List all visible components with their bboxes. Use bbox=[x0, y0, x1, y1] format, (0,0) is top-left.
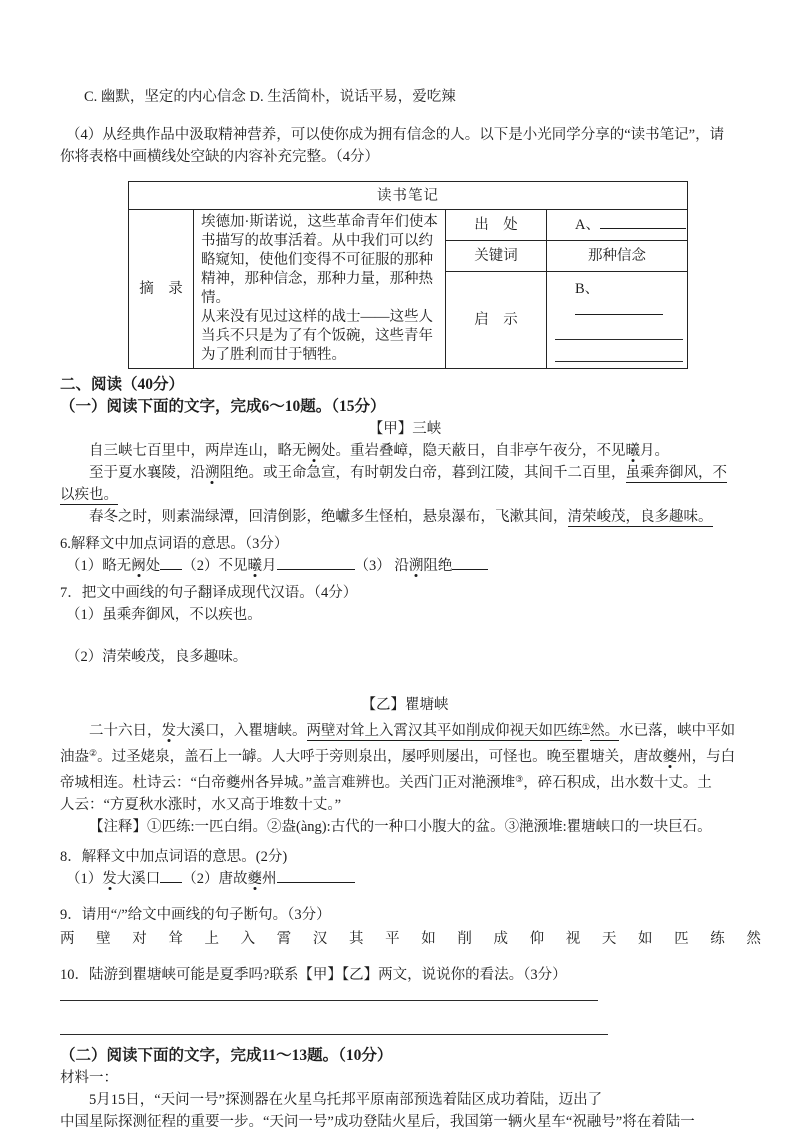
text-segment: （2）不见 bbox=[182, 558, 248, 574]
question-9-heading: 9．请用“/”给文中画线的句子断句。（3分） bbox=[60, 907, 331, 923]
text-segment: 曦 bbox=[625, 443, 640, 459]
text-segment: 春冬之时，则素湍绿潭，回清倒影，绝巘多生怪柏，悬泉瀑布，飞漱其间， bbox=[89, 509, 568, 525]
text-segment: 大溪口，入瞿塘峡。 bbox=[176, 723, 307, 739]
text-segment: 然。 bbox=[590, 723, 620, 739]
text-segment: 。过圣姥泉，盖石上一罅。人大呼于旁则泉出，屡呼则屡出，可怪也。晚至瞿塘关，唐故 bbox=[97, 749, 663, 765]
passage-yi-line2 bbox=[60, 742, 793, 768]
answer-blank bbox=[160, 556, 182, 570]
part-1-heading: （一）阅读下面的文字，完成6～10题。（15分） bbox=[60, 398, 386, 415]
insight-label-cell: 启 示 bbox=[446, 272, 547, 369]
text-segment: 两壁对耸上入霄汉其平如削成仰视天如匹练 bbox=[306, 723, 582, 739]
text-segment: A、 bbox=[575, 217, 600, 234]
table-title-row bbox=[129, 182, 688, 210]
text-segment: （1） bbox=[66, 871, 103, 887]
text-segment: 虽乘奔御风，不 bbox=[625, 465, 727, 481]
text-segment: （3） 沿 bbox=[354, 558, 409, 574]
text-segment: 人云：“方夏秋水涨时，水又高于堆数十丈。” bbox=[60, 797, 342, 813]
source-value-cell bbox=[547, 210, 688, 241]
question-4-line2: 你将表格中画横线处空缺的内容补充完整。（4分） bbox=[60, 149, 379, 165]
excerpt-paragraph-1: 埃德加·斯诺说，这些革命青年们使本书描写的故事活着。从中我们可以约略窥知，使他们变得不可征服的那种精神，那种信念，那种力量，那种热情。 bbox=[201, 214, 438, 306]
answer-blank bbox=[600, 215, 686, 229]
text-segment: 清荣峻茂，良多趣味。 bbox=[567, 509, 713, 525]
text-segment: ① bbox=[582, 722, 591, 732]
passage-jia-title: 【甲】三峡 bbox=[368, 421, 442, 437]
answer-line bbox=[60, 1000, 598, 1001]
passage-yi-line3 bbox=[60, 768, 793, 794]
passage-yi-title: 【乙】瞿塘峡 bbox=[361, 697, 449, 713]
reading-notes-table bbox=[128, 181, 688, 369]
question-6-items bbox=[66, 555, 793, 577]
material-1-line1: 5月15日，“天问一号”探测器在火星乌托邦平原南部预选着陆区成功着陆，迈出了 bbox=[89, 1092, 603, 1108]
answer-line bbox=[60, 1034, 608, 1035]
question-7-item2: （2）清荣峻茂，良多趣味。 bbox=[66, 649, 248, 665]
text-segment: 州，与白 bbox=[677, 749, 736, 765]
source-label-cell: 出 处 bbox=[446, 210, 547, 241]
question-8-items bbox=[66, 868, 793, 890]
text-segment: 油盎 bbox=[60, 749, 89, 765]
passage-jia-p2-line1 bbox=[60, 462, 793, 484]
passage-jia-p3 bbox=[60, 506, 793, 528]
text-segment: 溯 bbox=[408, 558, 424, 574]
text-segment: 以疾也。 bbox=[60, 487, 118, 503]
answer-blank bbox=[277, 556, 355, 570]
text-segment: （1）略无 bbox=[66, 558, 132, 574]
answer-blank bbox=[277, 869, 355, 883]
table-title: 读书笔记 bbox=[129, 182, 688, 210]
text-segment: 处。重岩叠嶂，隐天蔽日，自非亭午夜分，不见 bbox=[321, 443, 626, 459]
source-answer-blank bbox=[547, 214, 687, 236]
text-segment: 曦 bbox=[247, 558, 262, 574]
text-segment: 月。 bbox=[640, 443, 669, 459]
text-segment: 水已落，峡中平如 bbox=[619, 723, 736, 739]
text-segment: B、 bbox=[575, 281, 600, 298]
section-2-heading: 二、阅读（40分） bbox=[60, 376, 185, 393]
text-segment: 阙 bbox=[131, 558, 146, 574]
table-row bbox=[129, 210, 688, 241]
answer-blank bbox=[160, 869, 182, 883]
text-segment: （2）唐故 bbox=[182, 871, 248, 887]
text-segment: 月 bbox=[262, 558, 277, 574]
text-segment: ② bbox=[89, 748, 98, 758]
text-segment: ，碎石积成，出水数十丈。土 bbox=[523, 775, 712, 791]
material-1-label: 材料一： bbox=[60, 1070, 118, 1086]
text-segment: 大溪口 bbox=[116, 871, 161, 887]
text-segment: 阻绝 bbox=[423, 558, 453, 574]
question-6-heading: 6.解释文中加点词语的意思。（3分） bbox=[60, 536, 289, 552]
text-segment: 阻绝。或王命急宣，有时朝发白帝，暮到江陵，其间千二百里， bbox=[219, 465, 626, 481]
keyword-label-cell: 关键词 bbox=[446, 241, 547, 272]
excerpt-paragraph-2: 从来没有见过这样的战士——这些人当兵不只是为了有个饭碗，这些青年为了胜利而甘于牺牲。 bbox=[201, 309, 433, 363]
passage-yi-footnotes: 【注释】①匹练:一匹白绢。②盎(àng):古代的一种口小腹大的盆。③滟滪堆:瞿塘峡口的一块巨石。 bbox=[89, 819, 712, 835]
text-segment: 夔 bbox=[247, 871, 262, 887]
excerpt-text-cell bbox=[194, 210, 446, 369]
passage-jia-p2-line2 bbox=[60, 484, 793, 506]
text-segment: ③ bbox=[515, 774, 524, 784]
insight-answer-blank bbox=[547, 278, 687, 322]
text-segment: 发 bbox=[161, 723, 176, 739]
text-segment: 夔 bbox=[662, 749, 678, 765]
question-8-heading: 8．解释文中加点词语的意思。(2分) bbox=[60, 849, 288, 865]
passage-yi-line1 bbox=[60, 716, 793, 742]
passage-jia-p1 bbox=[60, 440, 793, 462]
answer-line bbox=[555, 339, 683, 340]
question-7-item1: （1）虽乘奔御风，不以疾也。 bbox=[66, 607, 262, 623]
part-2-heading: （二）阅读下面的文字，完成11～13题。（10分） bbox=[60, 1047, 393, 1064]
answer-line bbox=[555, 361, 683, 362]
text-segment: 二十六日， bbox=[89, 723, 162, 739]
excerpt-label-cell: 摘 录 bbox=[129, 210, 194, 369]
text-segment: 处 bbox=[145, 558, 161, 574]
question-7-heading: 7．把文中画线的句子翻译成现代汉语。（4分） bbox=[60, 585, 358, 601]
passage-yi-line4 bbox=[60, 794, 793, 816]
keyword-value-cell: 那种信念 bbox=[547, 241, 688, 272]
insight-value-cell bbox=[547, 272, 688, 369]
question-9-sentence: 两 壁 对 耸 上 入 霄 汉 其 平 如 削 成 仰 视 天 如 匹 练 然 bbox=[60, 931, 770, 947]
question-4-line1: （4）从经典作品中汲取精神营养，可以使你成为拥有信念的人。以下是小光同学分享的“读书笔记”，请 bbox=[66, 127, 725, 143]
question-10-heading: 10．陆游到瞿塘峡可能是夏季吗?联系【甲】【乙】两文，说说你的看法。（3分） bbox=[60, 967, 567, 983]
answer-blank bbox=[575, 301, 663, 315]
text-segment: 阙 bbox=[306, 443, 321, 459]
text-segment: 帝城相连。杜诗云：“白帝夔州各异城。”盖言难辨也。关西门正对滟滪堆 bbox=[60, 775, 516, 791]
text-segment: 州 bbox=[262, 871, 277, 887]
choice-options-line: C. 幽默，坚定的内心信念 D. 生活简朴，说话平易，爱吃辣 bbox=[84, 89, 456, 105]
text-segment: 自三峡七百里中，两岸连山，略无 bbox=[89, 443, 307, 459]
answer-blank bbox=[452, 556, 488, 570]
text-segment: 溯 bbox=[205, 465, 220, 481]
text-segment: 至于夏水襄陵，沿 bbox=[89, 465, 205, 481]
material-1-line2: 中国星际探测征程的重要一步。“天问一号”成功登陆火星后，我国第一辆火星车“祝融号”将在着陆一 bbox=[60, 1114, 695, 1130]
text-segment: 发 bbox=[102, 871, 117, 887]
